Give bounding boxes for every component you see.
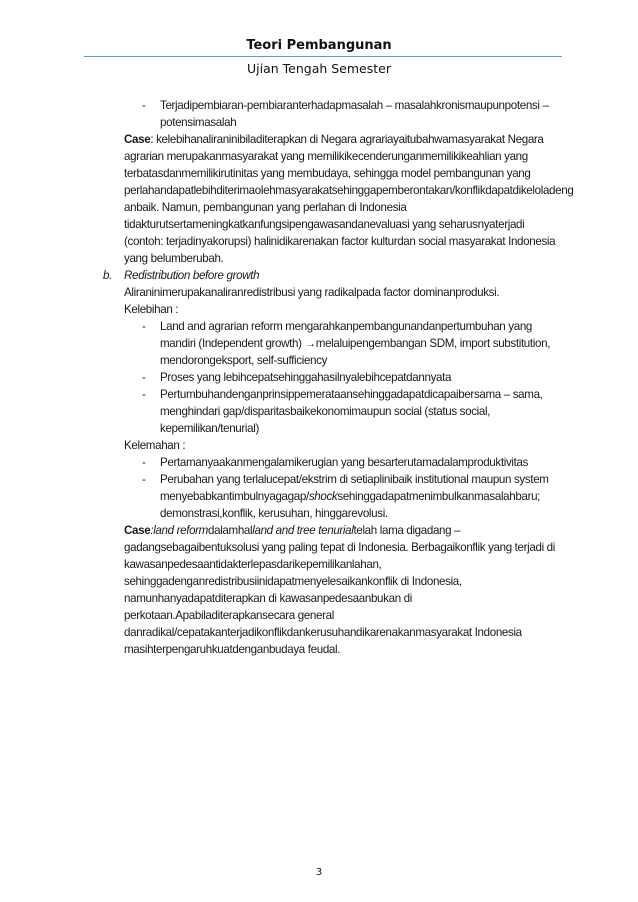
- list-item-text-cont: melaluipengembangan SDM, import substitution, mendorongeksport, self-sufficiency: [160, 337, 551, 367]
- list-item: [0, 454, 564, 471]
- bullet-dash: -: [142, 320, 146, 333]
- section-heading: [0, 267, 564, 284]
- list-item: [0, 386, 564, 437]
- case-text: : kelebihanaliraninibiladiterapkan di Negara agrariayaitubahwamasyarakat Negara agrarian merupakanmasyarakat yang memilikikecenderunganmemilikikeahlian yang terbatasdanmemilikirutinitas yang membudaya, sehingga model pembangunan yang perlahandapatlebihditerimaolehmasyarakatsehinggapemberontakan/konflikdapatdikeloladeng anbaik. Namun, pembangunan yang perlahan di Indonesia tidakturutsertameningkatkanfungsipengawasandanevaluasi yang seharusnyaterjadi (contoh: terjadinyakorupsi) halinidikarenakan factor kulturdan social masyarakat Indonesia yang belumberubah.: [124, 133, 574, 265]
- list-item-text-cont: sehinggadapatmenimbulkanmasalahbaru; demonstrasi,konflik, kerusuhan, hinggarevolusi.: [160, 490, 541, 520]
- list-item-text: Perubahan yang terlalucepat/ekstrim di setiaplinibaik institutional maupun system menyebabkantimbulnyagagap/: [160, 473, 549, 503]
- section-letter: b.: [103, 269, 112, 282]
- case-label: Case: [124, 524, 151, 537]
- section-intro: Aliraninimerupakanaliranredistribusi yang radikalpada factor dominanproduksi.: [124, 286, 500, 299]
- kelemahan-heading: Kelemahan :: [124, 439, 186, 452]
- header-rule: [84, 56, 562, 57]
- bullet-dash: -: [142, 388, 146, 401]
- section-title: Redistribution before growth: [124, 269, 260, 282]
- running-header-subtitle: Ujian Tengah Semester: [246, 61, 391, 76]
- list-item-text: Pertumbuhandenganprinsippemerataansehinggadapatdicapaibersama – sama, menghindari gap/disparitasbaikekonomimaupun social (status social, kepemilikan/tenurial): [160, 388, 543, 435]
- list-item: [0, 369, 564, 386]
- list-item-italic: shock: [308, 490, 338, 503]
- document-body: [0, 97, 638, 658]
- case-paragraph: [0, 522, 564, 658]
- list-item: [0, 97, 564, 131]
- case-paragraph: [0, 131, 574, 267]
- case-italic: land and tree tenurial: [252, 524, 354, 537]
- list-item: [0, 318, 564, 369]
- bullet-dash: -: [142, 99, 146, 112]
- list-item-text: Proses yang lebihcepatsehinggahasilnyalebihcepatdannyata: [160, 371, 452, 384]
- bullet-dash: -: [142, 456, 146, 469]
- case-label: Case: [124, 133, 151, 146]
- bullet-dash: -: [142, 473, 146, 486]
- case-text: telah lama digadang – gadangsebagaibentuksolusi yang paling tepat di Indonesia. Berbagaikonflik yang terjadi di kawasanpedesaantidakterlepasdarikepemilikanlahan, sehinggadenganredistribusiinidapatmenyelesaikankonflik di Indonesia, namunhanyadapatditerapkan di kawasanpedesaanbukan di perkotaan.Apabiladiterapkansecara general danradikal/cepatakanterjadikonflikdankerusuhandikarenakanmasyarakat Indonesia masihterpengaruhkuatdenganbudaya feudal.: [124, 524, 555, 656]
- list-item: [0, 471, 564, 522]
- kelebihan-heading: Kelebihan :: [124, 303, 179, 316]
- list-item-text: Pertamanyaakanmengalamikerugian yang besarterutamadalamproduktivitas: [160, 456, 529, 469]
- page-number: 3: [315, 867, 323, 878]
- arrow-right-icon: →: [304, 337, 316, 350]
- case-text: dalamhal: [208, 524, 253, 537]
- list-item-text: Land and agrarian reform mengarahkanpembangunandanpertumbuhan yang mandiri (Independent growth): [160, 320, 533, 350]
- case-italic: :land reform: [150, 524, 208, 537]
- list-item-text: Terjadipembiaran-pembiaranterhadapmasalah – masalahkronismaupunpotensi – potensimasalah: [160, 99, 549, 129]
- bullet-dash: -: [142, 371, 146, 384]
- running-header-title: Teori Pembangunan: [246, 38, 392, 53]
